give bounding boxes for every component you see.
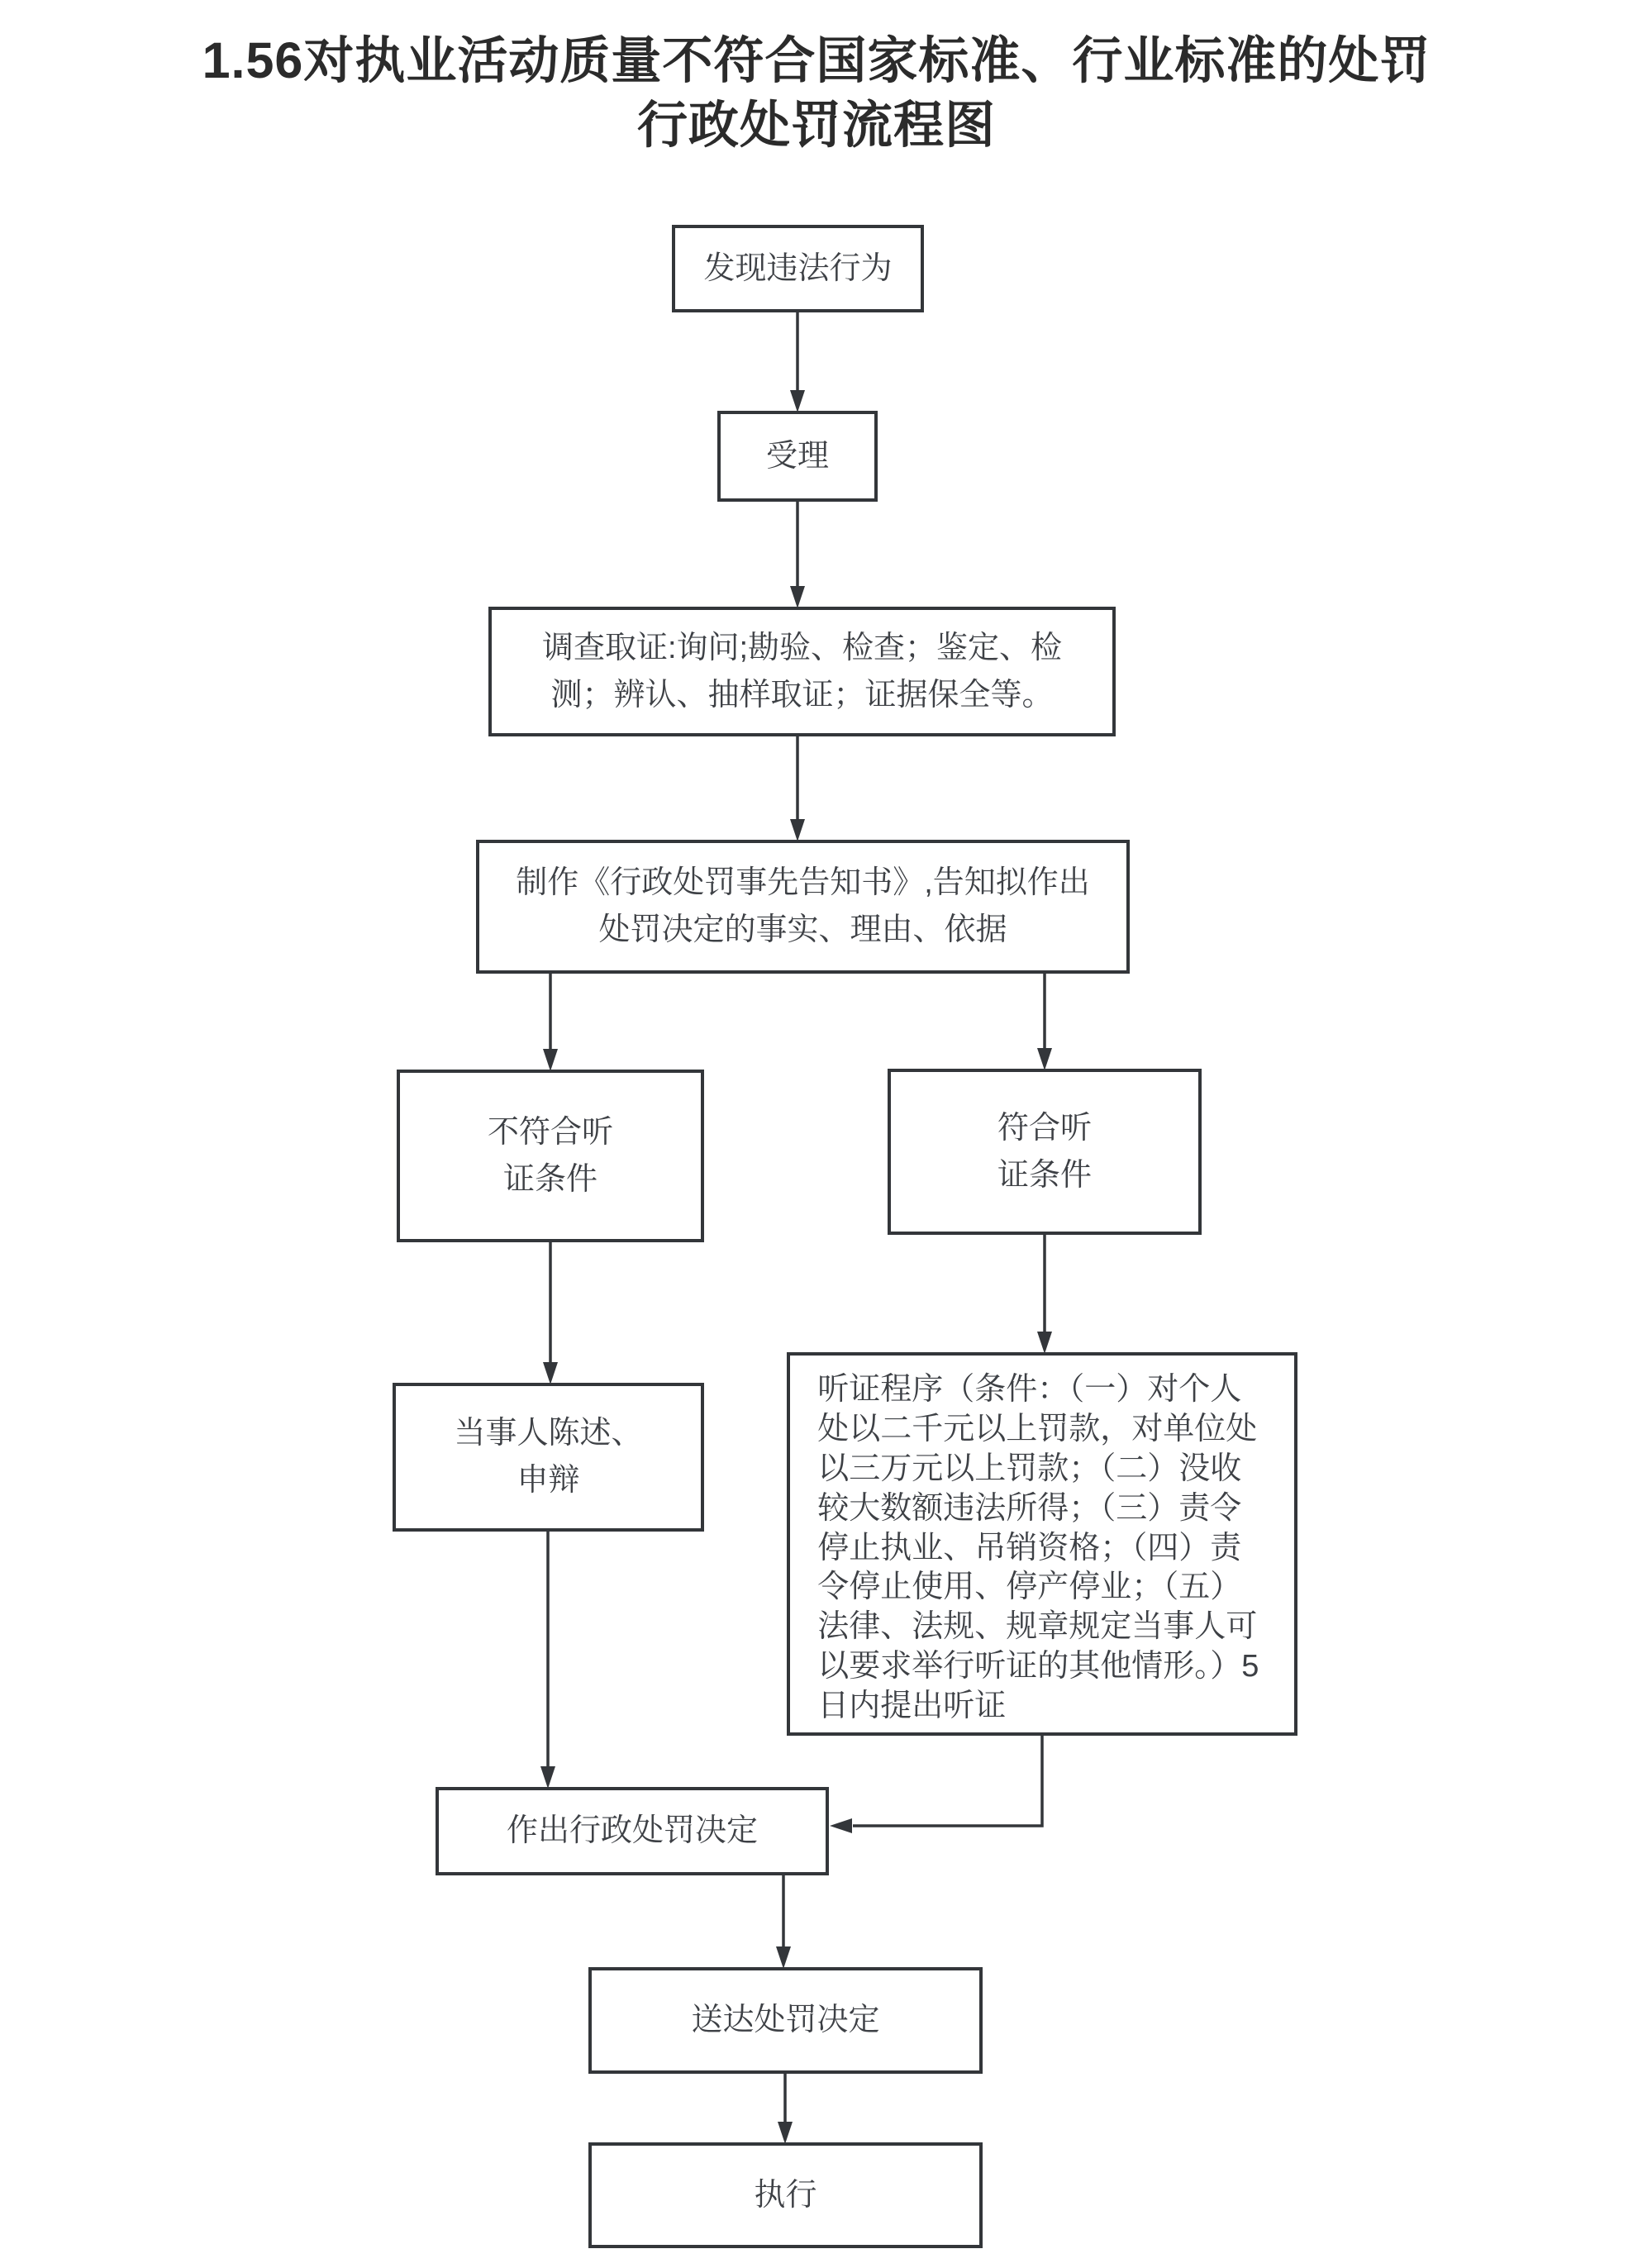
- node-execute: [588, 2142, 983, 2248]
- node-hearing-procedure-label: 听证程序（条件：（一）对个人处以二千元以上罚款，对单位处以三万元以上罚款；（二）没收较大数额违法所得；（三）责令停止执业、吊销资格；（四）责令停止使用、停产停业；（五）法律、法规、规章规定当事人可以要求举行听证的其他情形。）5日内提出听证: [817, 1372, 1259, 1723]
- node-meet-hearing-condition-label: 符合听证条件: [997, 1110, 1092, 1193]
- node-not-meet-hearing-condition: [397, 1070, 704, 1242]
- node-execute-label: 执行: [754, 2177, 817, 2213]
- arrowhead-statement-to-decision: [540, 1766, 555, 1789]
- arrowhead-notice-to-meet: [1037, 1048, 1052, 1070]
- node-discover-violation: [672, 225, 924, 312]
- node-meet-hearing-condition: [888, 1069, 1202, 1235]
- connector-hearing-to-decision: [853, 1736, 1042, 1826]
- arrowhead-accept-to-investigate: [790, 586, 805, 608]
- node-hearing-procedure: [787, 1352, 1297, 1736]
- node-deliver-penalty-decision-label: 送达处罚决定: [691, 2003, 880, 2037]
- node-party-statement-defense-label: 当事人陈述、申辩: [454, 1416, 643, 1498]
- node-accept-case-label: 受理: [765, 438, 829, 474]
- node-investigate-evidence: [488, 607, 1116, 736]
- arrowhead-meet-to-hearing: [1037, 1332, 1052, 1354]
- page-title-line2: 行政处罚流程图: [636, 97, 996, 153]
- arrowhead-hearing-to-decision: [830, 1818, 852, 1833]
- node-prior-notice: [476, 840, 1130, 974]
- arrowhead-deliver-to-execute: [778, 2122, 793, 2144]
- arrowhead-decision-to-deliver: [776, 1946, 791, 1969]
- arrowhead-investigate-to-notice: [790, 819, 805, 841]
- node-deliver-penalty-decision: [588, 1967, 983, 2074]
- node-make-penalty-decision-label: 作出行政处罚决定: [506, 1813, 758, 1848]
- node-party-statement-defense: [393, 1383, 704, 1532]
- arrowhead-notmeet-to-statement: [543, 1362, 558, 1384]
- node-discover-violation-label: 发现违法行为: [703, 250, 893, 286]
- arrowhead-discover-to-accept: [790, 390, 805, 412]
- node-prior-notice-label: 制作《行政处罚事先告知书》,告知拟作出处罚决定的事实、理由、依据: [516, 865, 1090, 947]
- node-accept-case: [717, 411, 878, 502]
- node-make-penalty-decision: [436, 1787, 829, 1875]
- node-investigate-evidence-label: 调查取证:询问;勘验、检查；鉴定、检测；辨认、抽样取证；证据保全等。: [541, 630, 1063, 712]
- node-not-meet-hearing-condition-label: 不符合听证条件: [487, 1114, 613, 1197]
- arrowhead-notice-to-notmeet: [543, 1049, 558, 1071]
- page-title-line1: 1.56对执业活动质量不符合国家标准、行业标准的处罚: [202, 32, 1431, 88]
